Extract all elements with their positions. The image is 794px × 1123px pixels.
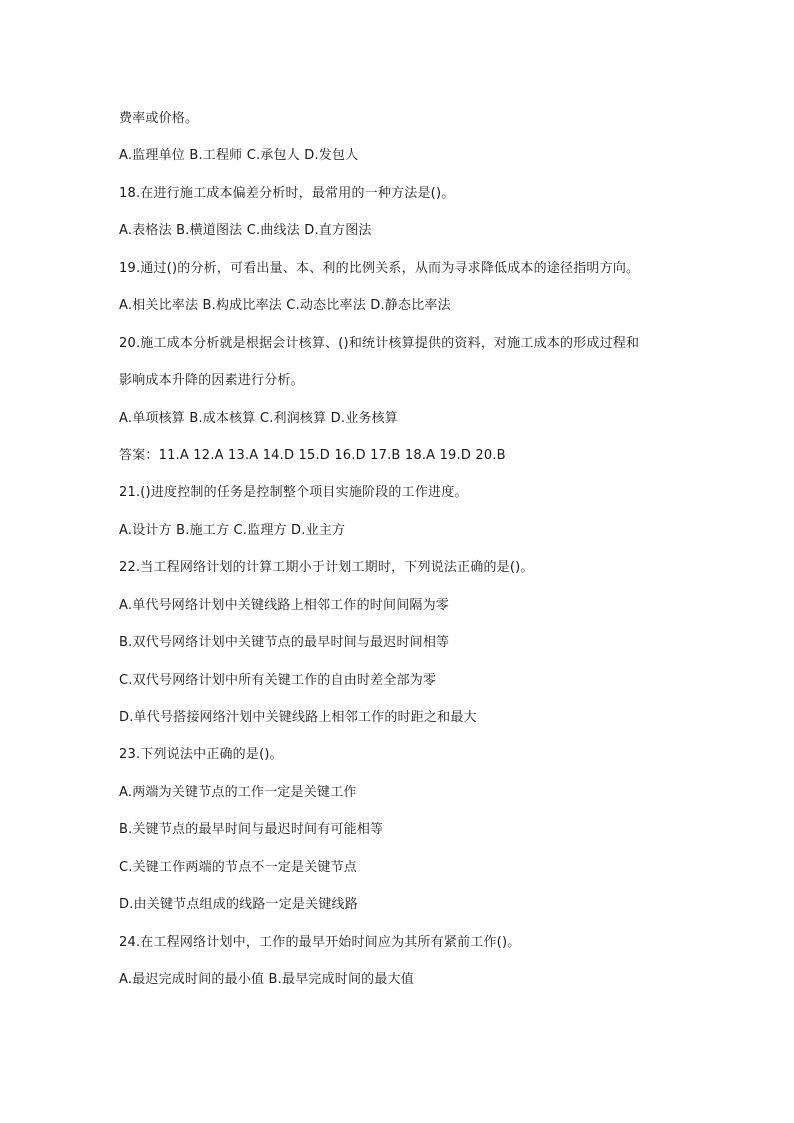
answer-option-c: C.关键工作两端的节点不一定是关键节点 [119,859,358,875]
question-22: 22.当工程网络计划的计算工期小于计划工期时，下列说法正确的是()。 [119,560,534,576]
question-21: 21.()进度控制的任务是控制整个项目实施阶段的工作进度。 [119,485,468,501]
text-line: 费率或价格。 [119,111,199,126]
answer-options: A.设计方 B.施工方 C.监理方 D.业主方 [119,522,346,538]
question-24: 24.在工程网络计划中，工作的最早开始时间应为其所有紧前工作()。 [119,934,521,950]
answer-key: 答案：11.A 12.A 13.A 14.D 15.D 16.D 17.B 18.A 19.D 20.B [119,447,506,463]
document-body [119,110,699,1009]
answer-options: A.最迟完成时间的最小值 B.最早完成时间的最大值 [119,972,414,988]
question-20-continued: 影响成本升降的因素进行分析。 [119,373,304,389]
answer-option-b: B.关键节点的最早时间与最迟时间有可能相等 [119,822,384,838]
question-23: 23.下列说法中正确的是()。 [119,747,283,763]
answer-option-a: A.单代号网络计划中关键线路上相邻工作的时间间隔为零 [119,597,449,613]
answer-option-a: A.两端为关键节点的工作一定是关键工作 [119,784,357,800]
answer-options: A.相关比率法 B.构成比率法 C.动态比率法 D.静态比率法 [119,298,451,314]
answer-option-b: B.双代号网络计划中关键节点的最早时间与最迟时间相等 [119,635,450,651]
question-18: 18.在进行施工成本偏差分析时，最常用的一种方法是()。 [119,185,455,201]
question-20: 20.施工成本分析就是根据会计核算、()和统计核算提供的资料，对施工成本的形成过程和 [119,335,640,351]
question-19: 19.通过()的分析，可看出量、本、利的比例关系，从而为寻求降低成本的途径指明方向。 [119,260,640,276]
answer-option-c: C.双代号网络计划中所有关键工作的自由时差全部为零 [119,672,437,688]
answer-options: A.表格法 B.横道图法 C.曲线法 D.直方图法 [119,223,372,239]
answer-options: A.单项核算 B.成本核算 C.利润核算 D.业务核算 [119,410,398,426]
answer-option-d: D.由关键节点组成的线路一定是关键线路 [119,897,358,913]
answer-option-d: D.单代号搭接网络汁划中关键线路上相邻工作的时距之和最大 [119,710,477,725]
answer-options: A.监理单位 B.工程师 C.承包人 D.发包人 [119,148,359,164]
